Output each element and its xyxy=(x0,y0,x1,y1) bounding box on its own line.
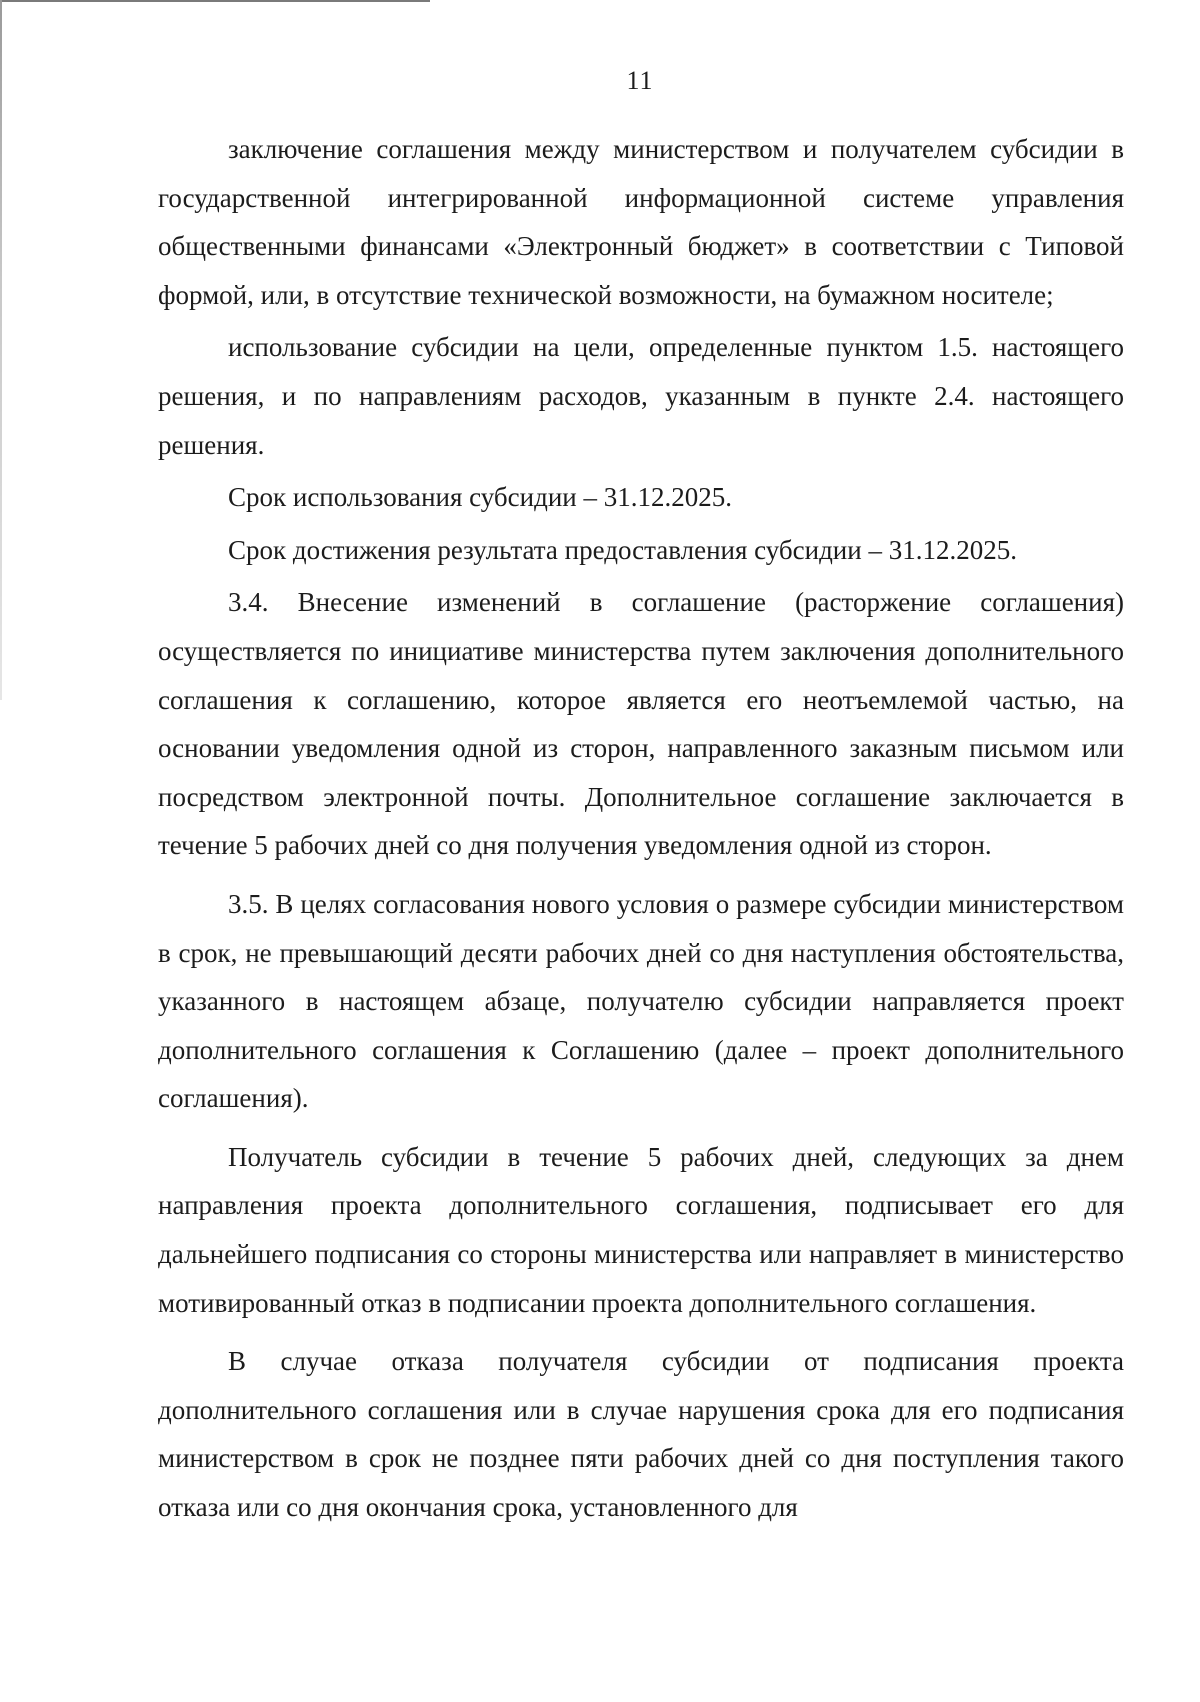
scan-border-top xyxy=(0,0,430,2)
document-body xyxy=(158,125,1124,1532)
page-number: 11 xyxy=(626,66,654,95)
paragraph-result-deadline: Срок достижения результата предоставления субсидии – 31.12.2025. xyxy=(228,534,1017,565)
paragraph-recipient-signing: Получатель субсидии в течение 5 рабочих дней, следующих за днем направления проекта дополнительного соглашения, подписывает его для дальнейшего подписания со стороны министерства или направляет в министерство мотивированный отказ в подписании проекта дополнительного соглашения. xyxy=(158,1141,1124,1318)
paragraph-subsidy-use: использование субсидии на цели, определенные пунктом 1.5. настоящего решения, и по направлениям расходов, указанным в пункте 2.4. настоящего решения. xyxy=(158,332,1124,460)
paragraph-agreement-conclusion: заключение соглашения между министерством и получателем субсидии в государственной интегрированной информационной системе управления общественными финансами «Электронный бюджет» в соответствии с Типовой формой, или, в отсутствие технической возможности, на бумажном носителе; xyxy=(158,134,1124,310)
paragraph-section-3-4: 3.4. Внесение изменений в соглашение (расторжение соглашения) осуществляется по инициативе министерства путем заключения дополнительного соглашения к соглашению, которое является его неотъемлемой частью, на основании уведомления одной из сторон, направленного заказным письмом или посредством электронной почты. Дополнительное соглашение заключается в течение 5 рабочих дней со дня получения уведомления одной из сторон. xyxy=(158,587,1124,861)
paragraph-section-3-5: 3.5. В целях согласования нового условия о размере субсидии министерством в срок, не превышающий десяти рабочих дней со дня наступления обстоятельства, указанного в настоящем абзаце, получателю субсидии направляется проект дополнительного соглашения к Соглашению (далее – проект дополнительного соглашения). xyxy=(158,888,1124,1114)
paragraph-refusal-case: В случае отказа получателя субсидии от подписания проекта дополнительного соглашения или в случае нарушения срока для его подписания министерством в срок не позднее пяти рабочих дней со дня поступления такого отказа или со дня окончания срока, установленного для xyxy=(158,1346,1124,1523)
paragraph-usage-deadline: Срок использования субсидии – 31.12.2025. xyxy=(228,482,732,513)
scan-border-left xyxy=(0,0,2,700)
